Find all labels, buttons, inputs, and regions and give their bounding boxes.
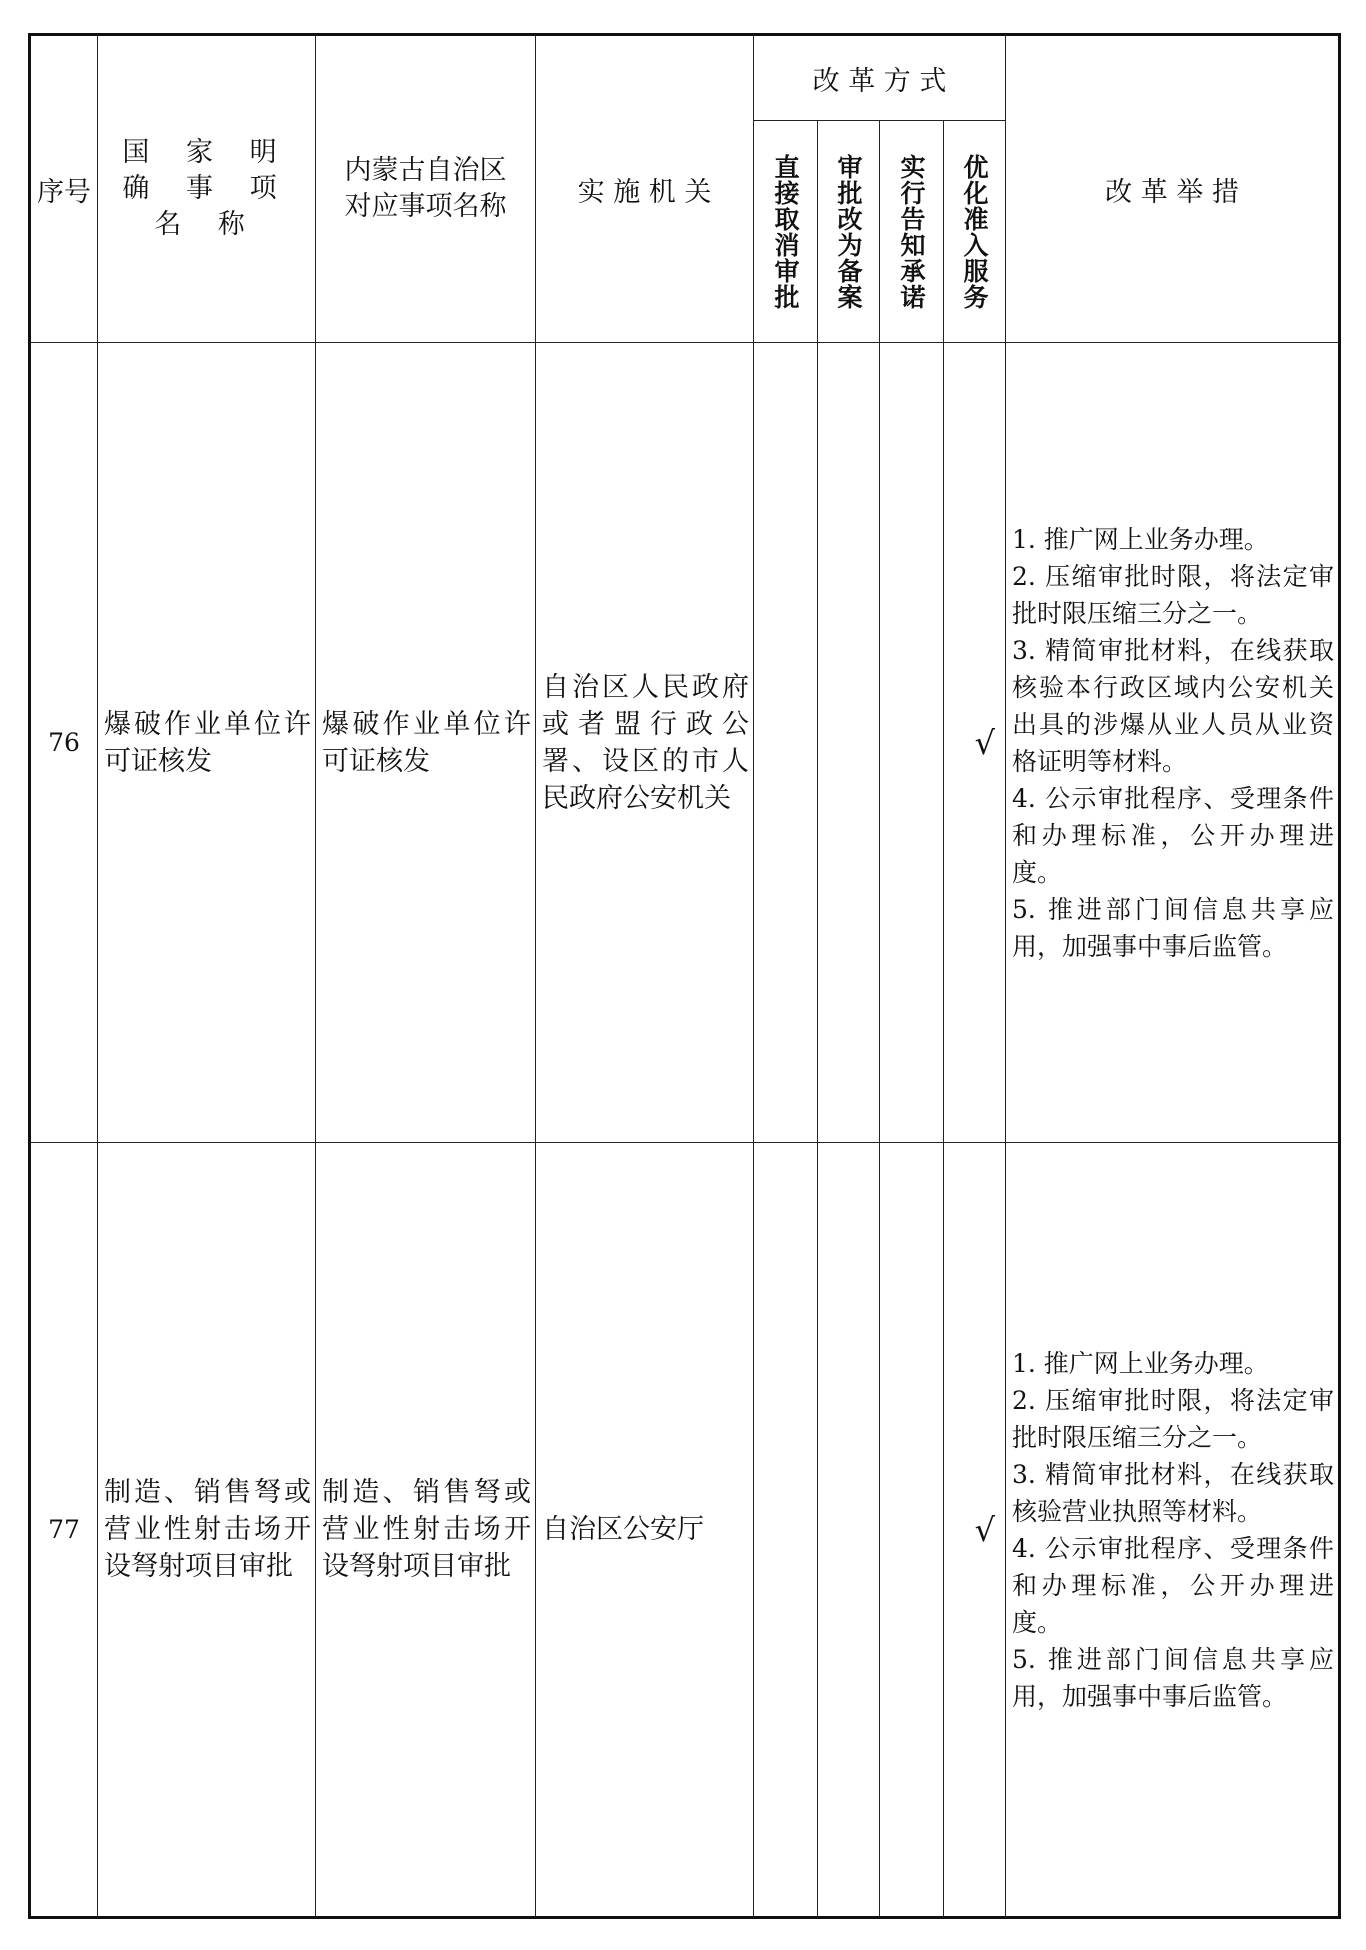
measure-item: 5. 推进部门间信息共享应用，加强事中事后监管。 [1012,1644,1334,1711]
row-method-cancel [754,343,818,1143]
row-seq: 77 [30,1143,98,1918]
row-agency: 自治区公安厅 [536,1143,754,1918]
header-method-optimize: 优化准入服务 [944,121,1006,343]
row-method-optimize: √ [944,343,1006,1143]
measure-item: 2. 压缩审批时限，将法定审批时限压缩三分之一。 [1012,1385,1334,1452]
row-national-name: 制造、销售弩或营业性射击场开设弩射项目审批 [98,1143,316,1918]
measure-item: 4. 公示审批程序、受理条件和办理标准，公开办理进度。 [1012,783,1334,887]
row-regional-name: 爆破作业单位许可证核发 [316,343,536,1143]
row-measures [1006,343,1340,1143]
reform-table [28,33,1341,1919]
row-method-optimize: √ [944,1143,1006,1918]
row-agency: 自治区人民政府或者盟行政公署、设区的市人民政府公安机关 [536,343,754,1143]
row-method-cancel [754,1143,818,1918]
measure-item: 5. 推进部门间信息共享应用，加强事中事后监管。 [1012,894,1334,961]
table-row [30,1143,1340,1918]
table-row [30,343,1340,1143]
header-row-1 [30,35,1340,121]
row-method-commitment [880,1143,944,1918]
measure-item: 4. 公示审批程序、受理条件和办理标准，公开办理进度。 [1012,1533,1334,1637]
row-method-filing [818,1143,880,1918]
header-method-cancel: 直接取消审批 [754,121,818,343]
row-measures [1006,1143,1340,1918]
header-seq: 序号 [30,35,98,343]
measure-item: 2. 压缩审批时限，将法定审批时限压缩三分之一。 [1012,561,1334,628]
row-regional-name: 制造、销售弩或营业性射击场开设弩射项目审批 [316,1143,536,1918]
measure-item: 1. 推广网上业务办理。 [1012,1348,1269,1378]
header-national-name: 国 家 明 确 事 项 名 称 [98,35,316,343]
header-agency: 实 施 机 关 [536,35,754,343]
header-regional-name: 内蒙古自治区对应事项名称 [316,35,536,343]
header-reform-method: 改 革 方 式 [754,35,1006,121]
row-method-filing [818,343,880,1143]
header-method-filing: 审批改为备案 [818,121,880,343]
measure-item: 3. 精简审批材料，在线获取核验本行政区域内公安机关出具的涉爆从业人员从业资格证明等材料。 [1012,635,1334,776]
row-method-commitment [880,343,944,1143]
header-measures: 改 革 举 措 [1006,35,1340,343]
row-seq: 76 [30,343,98,1143]
row-national-name: 爆破作业单位许可证核发 [98,343,316,1143]
measure-item: 3. 精简审批材料，在线获取核验营业执照等材料。 [1012,1459,1334,1526]
header-method-commitment: 实行告知承诺 [880,121,944,343]
measure-item: 1. 推广网上业务办理。 [1012,524,1269,554]
